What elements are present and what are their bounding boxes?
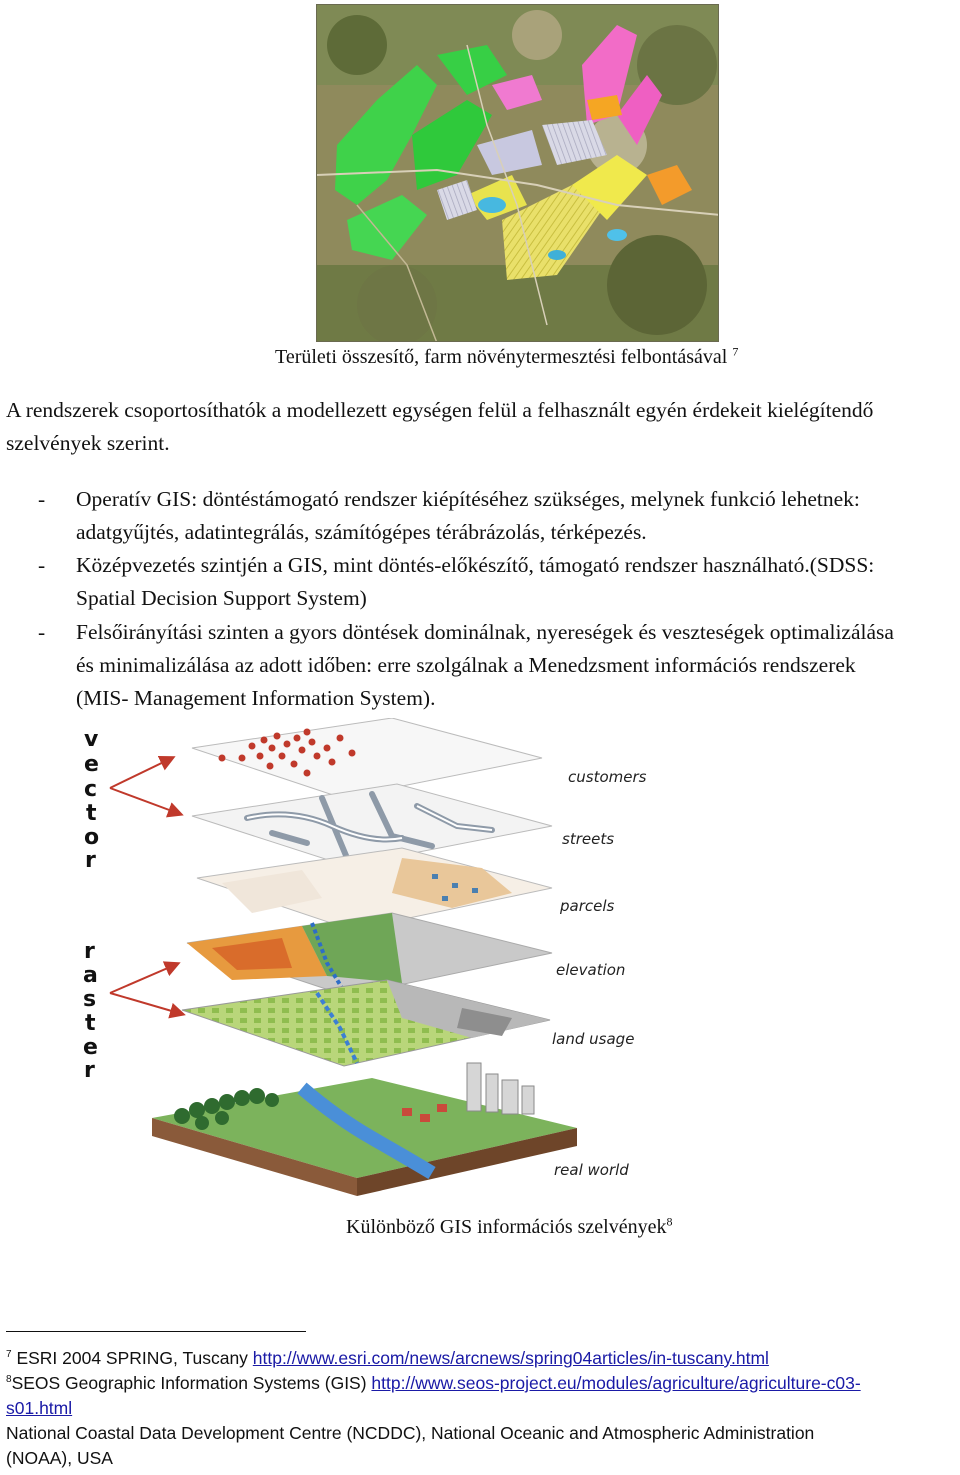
real-world-block [152,1063,577,1196]
bullet-text: Operatív GIS: döntéstámogató rendszer kiépítéséhez szükséges, melynek funkció lehetnek: adatgyűjtés, adatintegrálás, számítógépes térábrázolás, térképezés. [76,487,860,544]
intro-paragraph: A rendszerek csoportosíthatók a modellezett egységen felül a felhasznált egyén érdekeit kielégítendő szelvények szerint. [6,398,874,455]
farm-aerial-map-image [316,4,719,342]
bullet-operative-gis [38,483,928,549]
label-parcels: parcels [560,897,615,915]
footnote-separator [6,1331,306,1332]
raster-letter: r [84,939,95,964]
footnote-number: 8 [6,1374,12,1386]
vector-letter: t [86,801,97,826]
footnote-8-cont [6,1396,72,1421]
vector-letter: c [84,777,98,802]
footnote-ref-8[interactable]: 8 [666,1214,673,1229]
footnote-8 [6,1371,861,1396]
figure-2-caption [346,1216,672,1239]
label-elevation: elevation [556,961,626,979]
raster-arrows [110,964,182,1014]
footnote-number: 7 [6,1349,12,1361]
footnote-link-seos[interactable]: http://www.seos-project.eu/modules/agriculture/agriculture-c03- [371,1373,861,1393]
bullet-dash: - [38,487,46,511]
raster-letter: r [84,1058,95,1083]
bullet-sdss [38,549,928,615]
bullet-text: Felsőirányítási szinten a gyors döntések dominálnak, nyereségek és veszteségek optimalizálása és minimalizálása az adott időben: erre szolgálnak a Menedzsment információs rendszerek (MIS- Management Information System). [76,620,894,710]
vector-letter: r [85,848,96,873]
raster-letter: e [83,1035,98,1060]
raster-letter: a [83,963,98,988]
gis-layers-figure [72,718,712,1200]
vector-letter: v [84,727,99,752]
vector-arrows [110,758,180,814]
label-land-usage: land usage [552,1030,635,1048]
raster-letter: s [83,987,97,1012]
footnote-text: ESRI 2004 SPRING, Tuscany [16,1348,253,1368]
vector-letter: e [84,752,99,777]
footnote-text: SEOS Geographic Information Systems (GIS) [11,1373,372,1393]
label-streets: streets [562,830,615,848]
footnote-7 [6,1346,769,1371]
footnote-ncddc-line2: (NOAA), USA [6,1448,113,1468]
vector-letter: o [84,825,100,850]
footnote-ref-7[interactable]: 7 [732,344,739,359]
footnote-link-seos-cont[interactable]: s01.html [6,1398,73,1418]
figure-1-caption-text: Területi összesítő, farm növénytermesztési felbontásával [275,346,728,368]
raster-letter: t [85,1011,96,1036]
label-real-world: real world [554,1161,629,1179]
bullet-mis [38,616,928,715]
label-customers: customers [568,768,647,786]
bullet-dash: - [38,553,46,577]
bullet-dash: - [38,620,46,644]
footnote-link-esri[interactable]: http://www.esri.com/news/arcnews/spring04articles/in-tuscany.html [252,1348,769,1368]
figure-1-caption [275,346,738,369]
footnote-ncddc-line1: National Coastal Data Development Centre (NCDDC), National Oceanic and Atmospheric Administration [6,1423,815,1443]
bullet-text: Középvezetés szintjén a GIS, mint döntés-előkészítő, támogató rendszer használható.(SDSS: Spatial Decision Support System) [76,553,875,610]
figure-2-caption-text: Különböző GIS információs szelvények [346,1216,667,1238]
